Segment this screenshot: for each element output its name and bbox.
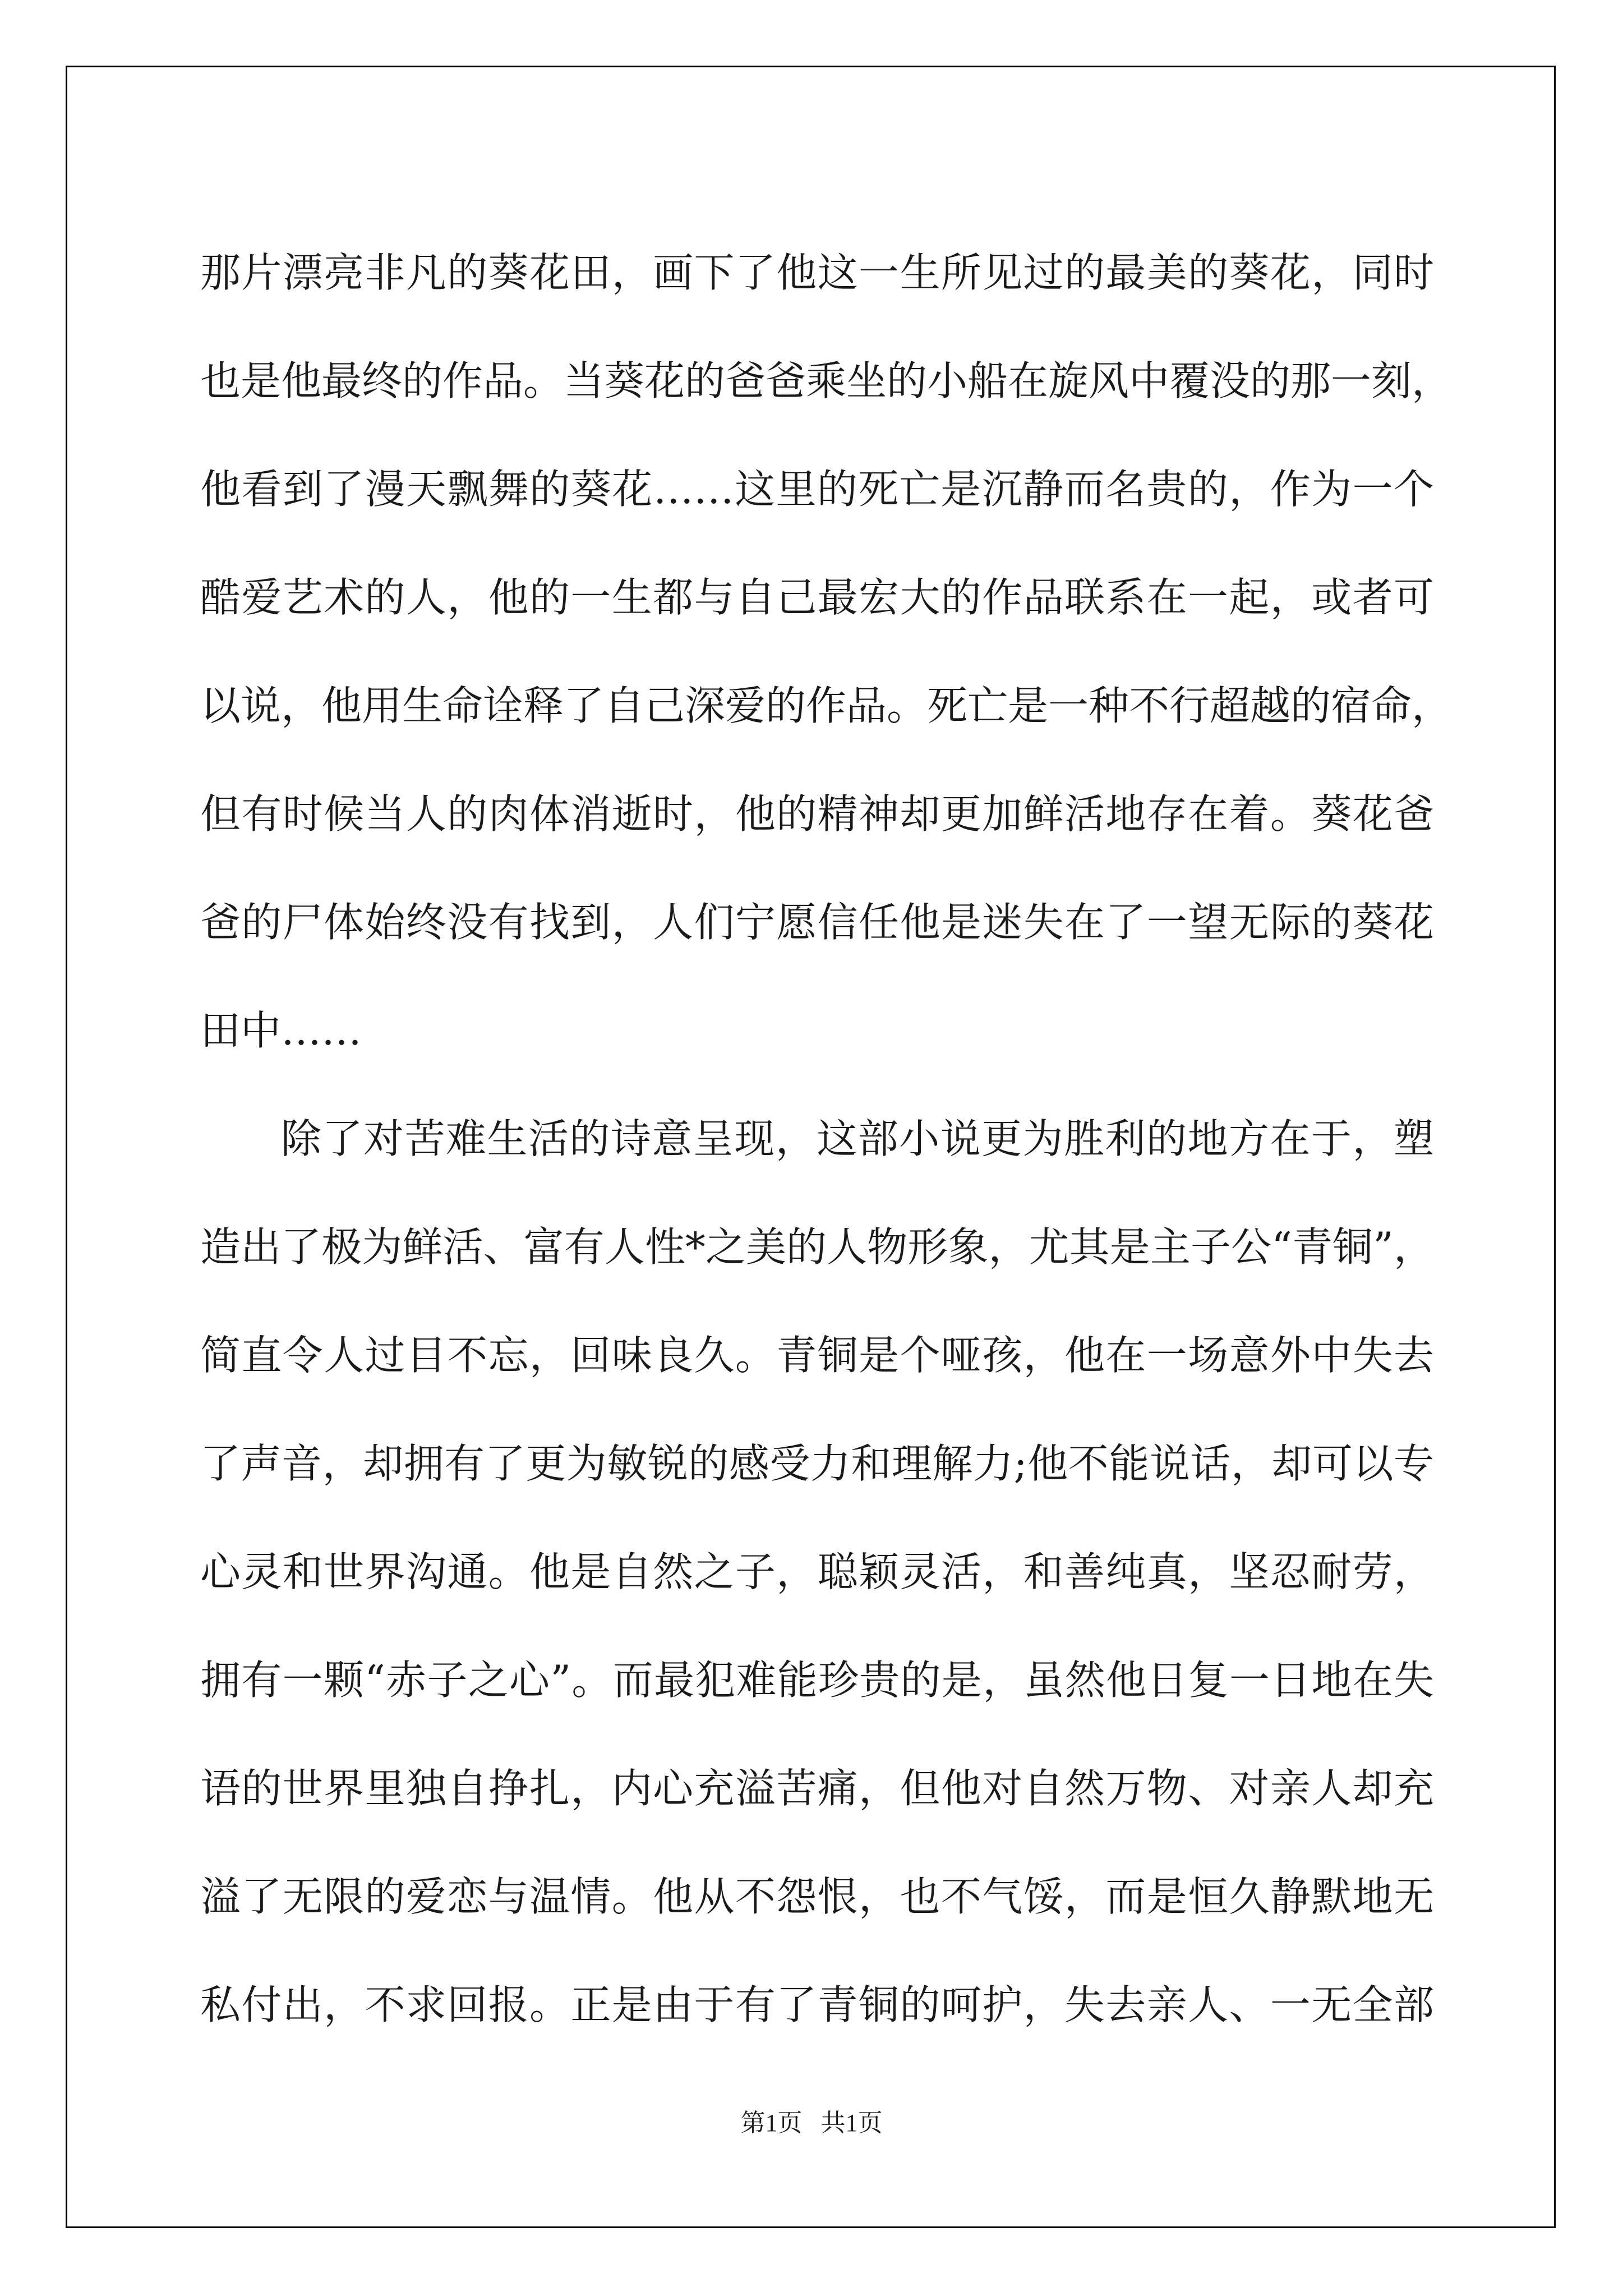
text-line: 溢了无限的爱恋与温情。他从不怨恨，也不气馁，而是恒久静默地无: [200, 1873, 1434, 1920]
text-line: 拥有一颗“赤子之心”。而最犯难能珍贵的是，虽然他日复一日地在失: [200, 1657, 1434, 1704]
text-line: 语的世界里独自挣扎，内心充溢苦痛，但他对自然万物、对亲人却充: [200, 1765, 1434, 1812]
text-line: 那片漂亮非凡的葵花田，画下了他这一生所见过的最美的葵花，同时: [200, 249, 1434, 296]
text-line: 以说，他用生命诠释了自己深爱的作品。死亡是一种不行超越的宿命，: [200, 682, 1453, 729]
paragraph-1: [200, 219, 1453, 1085]
page-number-footer: 第1页 共1页: [740, 2109, 883, 2137]
text-line: 除了对苦难生活的诗意呈现，这部小说更为胜利的地方在于，塑: [281, 1115, 1434, 1162]
text-line: 了声音，却拥有了更为敏锐的感受力和理解力;他不能说话，却可以专: [200, 1440, 1434, 1487]
text-line: 也是他最终的作品。当葵花的爸爸乘坐的小船在旋风中覆没的那一刻，: [200, 357, 1453, 404]
paragraph-2: [200, 1085, 1434, 2059]
text-line: 私付出，不求回报。正是由于有了青铜的呵护，失去亲人、一无全部: [200, 1981, 1434, 2028]
text-line: 酷爱艺术的人，他的一生都与自己最宏大的作品联系在一起，或者可: [200, 574, 1434, 621]
text-line: 爸的尸体始终没有找到，人们宁愿信任他是迷失在了一望无际的葵花: [200, 899, 1434, 946]
text-line: 他看到了漫天飘舞的葵花……这里的死亡是沉静而名贵的，作为一个: [200, 466, 1434, 513]
text-line: 简直令人过目不忘，回味良久。青铜是个哑孩，他在一场意外中失去: [200, 1332, 1434, 1379]
text-line: 但有时候当人的肉体消逝时，他的精神却更加鲜活地存在着。葵花爸: [200, 790, 1434, 838]
text-line: 造出了极为鲜活、富有人性*之美的人物形象，尤其是主子公“青铜”，: [200, 1223, 1434, 1271]
document-body: [200, 219, 1453, 2059]
text-line: 田中……: [200, 1007, 362, 1054]
text-line: 心灵和世界沟通。他是自然之子，聪颖灵活，和善纯真，坚忍耐劳，: [200, 1548, 1434, 1595]
